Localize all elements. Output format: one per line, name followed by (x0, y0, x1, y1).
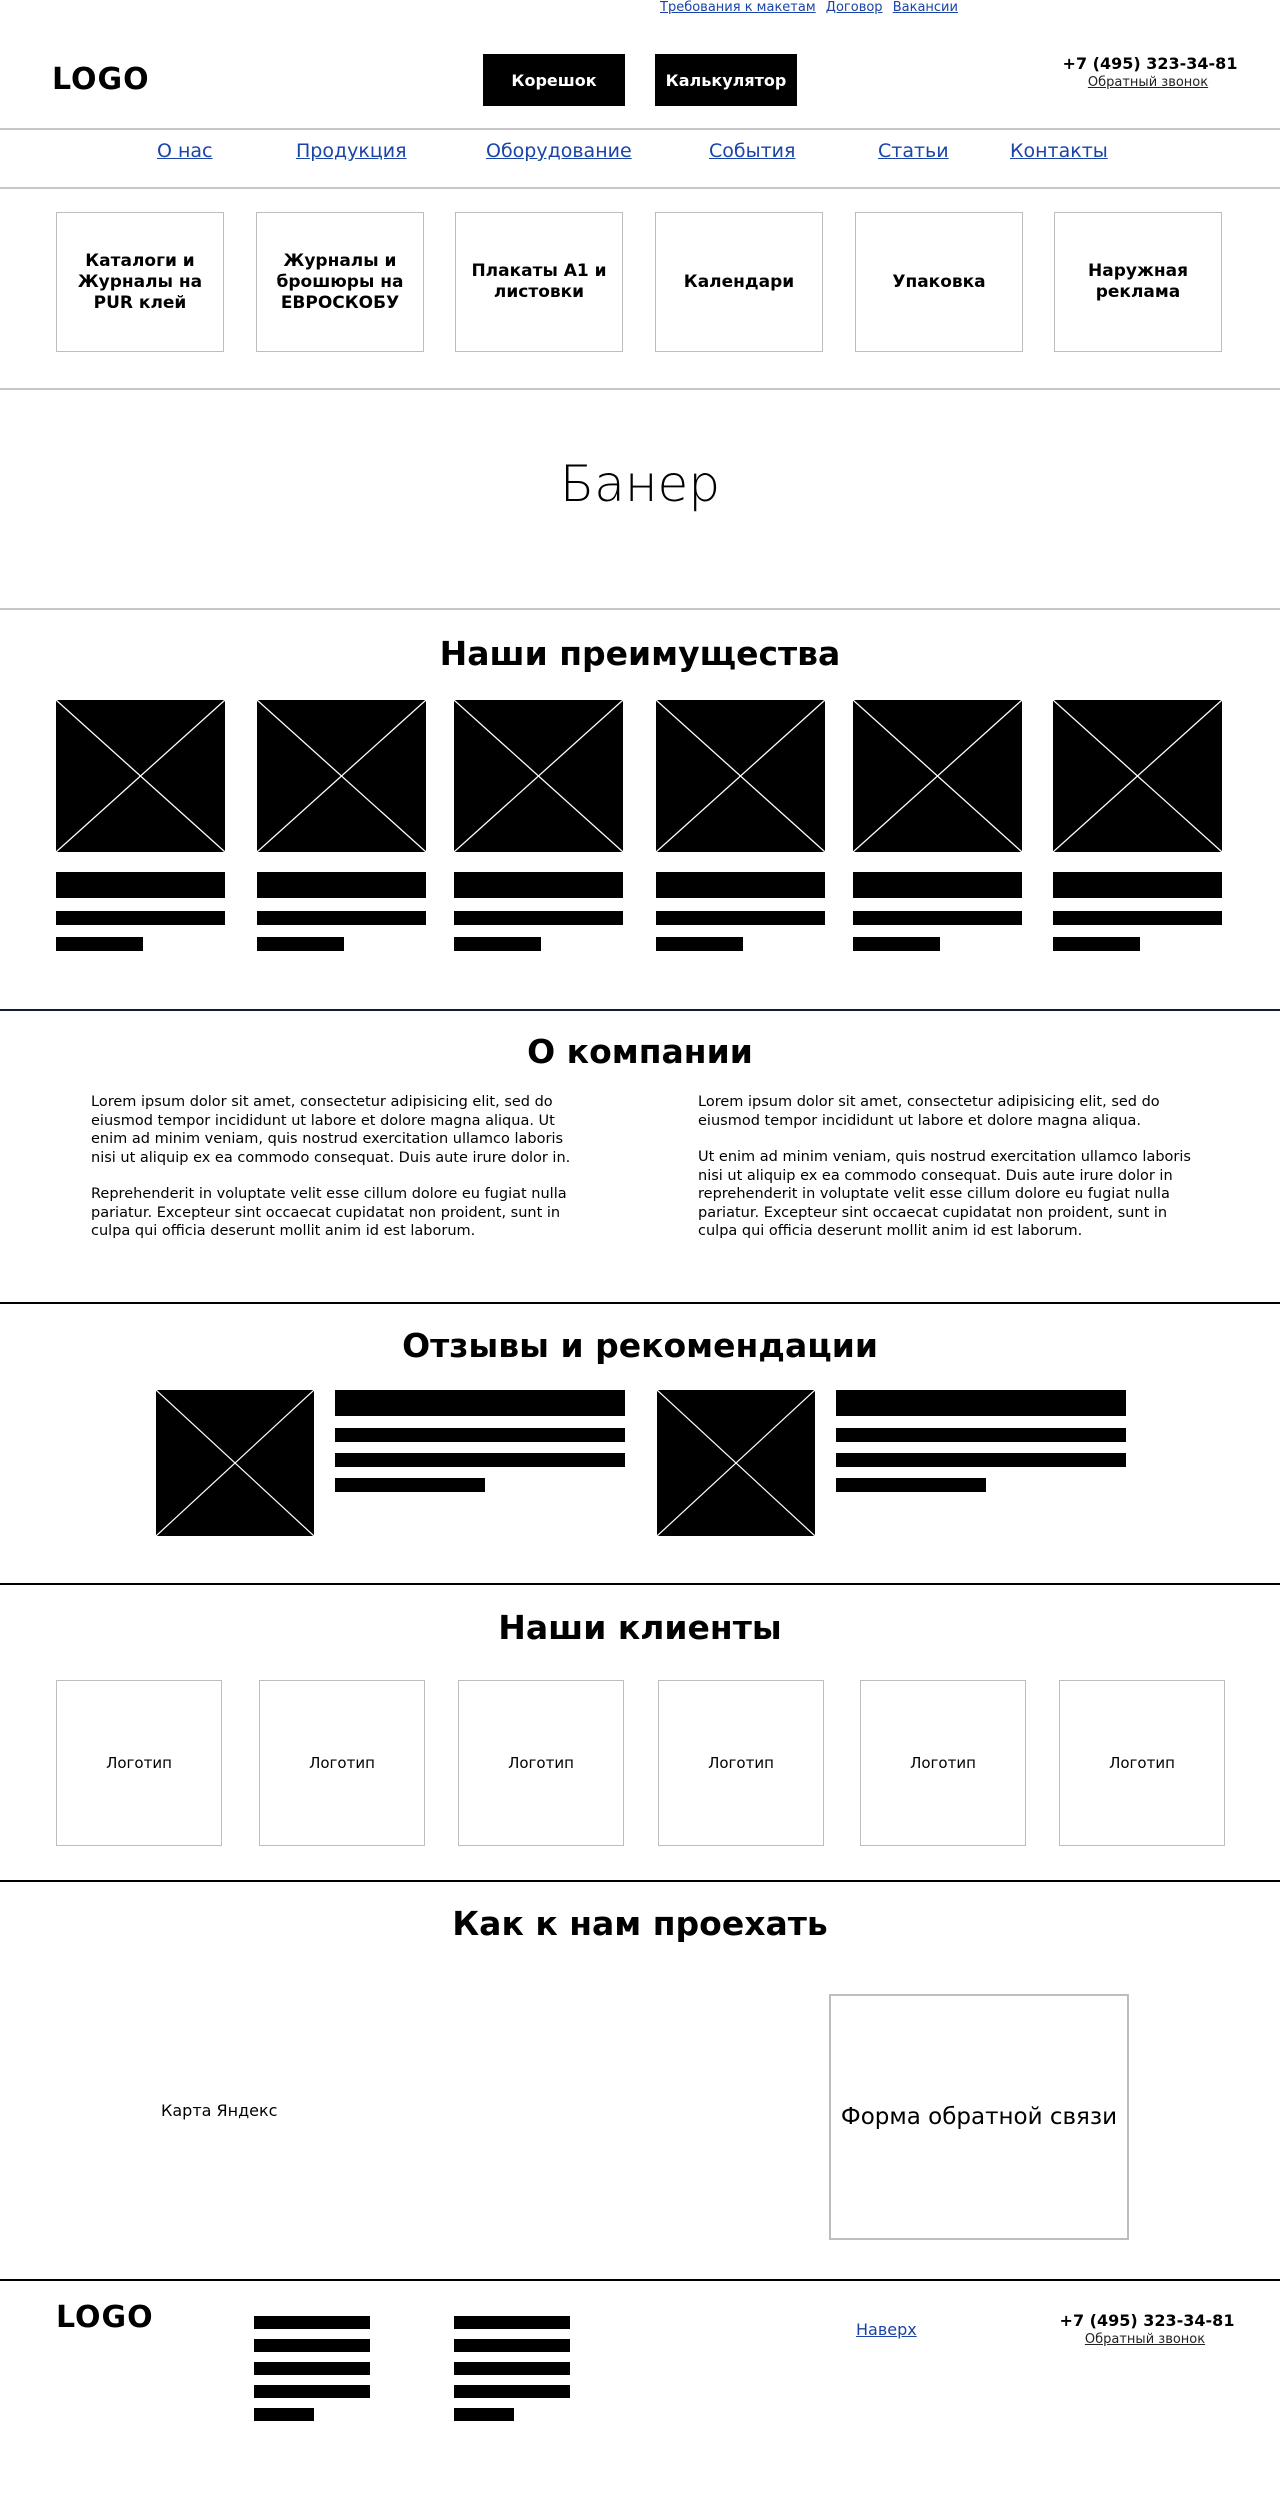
about-column-right (698, 1093, 1198, 1259)
main-nav (0, 140, 1280, 170)
advantage-text-bar (853, 937, 940, 951)
top-link-vacancies[interactable]: Вакансии (892, 0, 958, 15)
feedback-form-label: Форма обратной связи (840, 2103, 1118, 2130)
categories-divider (0, 388, 1280, 390)
footer-callback-link[interactable]: Обратный звонок (1084, 2332, 1206, 2347)
nav-contacts[interactable]: Контакты (1010, 140, 1108, 162)
advantage-image-placeholder (853, 700, 1022, 852)
calculator-button[interactable]: Калькулятор (655, 54, 797, 106)
category-magazines-euroclip[interactable]: Журналы и брошюры на ЕВРОСКОБУ (256, 212, 424, 352)
footer-menu-bar (454, 2339, 570, 2352)
nav-equipment[interactable]: Оборудование (486, 140, 632, 162)
top-link-contract[interactable]: Договор (825, 0, 883, 15)
footer-menu-bar (254, 2408, 314, 2421)
nav-products[interactable]: Продукция (296, 140, 407, 162)
footer-logo[interactable]: LOGO (56, 2300, 154, 2335)
back-to-top-link[interactable]: Наверх (856, 2320, 917, 2339)
about-paragraph: Reprehenderit in voluptate velit esse cillum dolore eu fugiat nulla pariatur. Excepteur sint occaecat cupidatat non proident, sunt in culpa qui officia deserunt mollit anim id est laborum. (91, 1186, 567, 1239)
reviews-divider (0, 1583, 1280, 1585)
category-catalogs-pur[interactable]: Каталоги и Журналы на PUR клей (56, 212, 224, 352)
header-phone[interactable]: +7 (495) 323-34-81 (1062, 54, 1238, 73)
client-logo[interactable]: Логотип (458, 1680, 624, 1846)
nav-events[interactable]: События (709, 140, 796, 162)
review-text-bar (836, 1478, 986, 1492)
header-divider (0, 128, 1280, 130)
banner-divider (0, 608, 1280, 610)
advantage-title-bar (454, 872, 623, 898)
footer-menu-bar (254, 2316, 370, 2329)
advantage-image-placeholder (1053, 700, 1222, 852)
category-calendars[interactable]: Календари (655, 212, 823, 352)
advantage-text-bar (257, 937, 344, 951)
category-outdoor-ads[interactable]: Наружная реклама (1054, 212, 1222, 352)
advantage-text-bar (454, 937, 541, 951)
review-text-bar (335, 1453, 625, 1467)
advantage-image-placeholder (56, 700, 225, 852)
advantage-text-bar (454, 911, 623, 925)
advantage-text-bar (56, 911, 225, 925)
footer-menu-bar (254, 2385, 370, 2398)
reviews-title: Отзывы и рекомендации (402, 1326, 878, 1365)
advantage-title-bar (853, 872, 1022, 898)
review-image-placeholder (156, 1390, 314, 1536)
about-divider (0, 1302, 1280, 1304)
footer-menu-bar (454, 2316, 570, 2329)
footer-menu-bar (254, 2339, 370, 2352)
yandex-map-placeholder[interactable]: Карта Яндекс (161, 2101, 278, 2120)
client-logo[interactable]: Логотип (259, 1680, 425, 1846)
header-logo[interactable]: LOGO (52, 62, 150, 97)
review-title-bar (335, 1390, 625, 1416)
header-callback-link[interactable]: Обратный звонок (1087, 75, 1209, 90)
clients-divider (0, 1880, 1280, 1882)
banner-placeholder: Банер (559, 455, 721, 513)
advantage-title-bar (56, 872, 225, 898)
spine-button[interactable]: Корешок (483, 54, 625, 106)
review-text-bar (836, 1453, 1126, 1467)
client-logo[interactable]: Логотип (56, 1680, 222, 1846)
advantage-image-placeholder (454, 700, 623, 852)
clients-title: Наши клиенты (498, 1608, 782, 1647)
advantage-text-bar (257, 911, 426, 925)
advantage-text-bar (656, 911, 825, 925)
about-column-left (91, 1093, 581, 1259)
nav-divider (0, 187, 1280, 189)
advantage-text-bar (853, 911, 1022, 925)
about-paragraph: Lorem ipsum dolor sit amet, consectetur adipisicing elit, sed do eiusmod tempor incididunt ut labore et dolore magna aliqua. Ut enim ad minim veniam, quis nostrud exercitation ullamco laboris nisi ut aliquip ex ea commodo consequat. Duis aute irure dolor in. (91, 1094, 571, 1166)
top-links (660, 0, 964, 15)
advantage-title-bar (656, 872, 825, 898)
footer-menu-bar (454, 2408, 514, 2421)
about-paragraph: Ut enim ad minim veniam, quis nostrud exercitation ullamco laboris nisi ut aliquip ex ea commodo consequat. Duis aute irure dolor in reprehenderit in voluptate velit esse cillum dolore eu fugiat nulla pariatur. Excepteur sint occaecat cupidatat non proident, sunt in culpa qui officia deserunt mollit anim id est laborum. (698, 1149, 1191, 1239)
footer-divider (0, 2279, 1280, 2281)
client-logo[interactable]: Логотип (1059, 1680, 1225, 1846)
review-text-bar (335, 1428, 625, 1442)
advantage-text-bar (1053, 937, 1140, 951)
advantage-text-bar (1053, 911, 1222, 925)
top-link-requirements[interactable]: Требования к макетам (660, 0, 816, 15)
advantage-text-bar (656, 937, 743, 951)
footer-menu-bar (454, 2385, 570, 2398)
advantage-text-bar (56, 937, 143, 951)
nav-about[interactable]: О нас (157, 140, 213, 162)
advantage-image-placeholder (656, 700, 825, 852)
advantage-title-bar (1053, 872, 1222, 898)
category-posters-flyers[interactable]: Плакаты А1 и листовки (455, 212, 623, 352)
advantage-title-bar (257, 872, 426, 898)
footer-menu-bar (254, 2362, 370, 2375)
advantage-image-placeholder (257, 700, 426, 852)
review-title-bar (836, 1390, 1126, 1416)
review-image-placeholder (657, 1390, 815, 1536)
advantages-divider (0, 1009, 1280, 1011)
category-packaging[interactable]: Упаковка (855, 212, 1023, 352)
review-text-bar (335, 1478, 485, 1492)
footer-phone[interactable]: +7 (495) 323-34-81 (1059, 2311, 1235, 2330)
client-logo[interactable]: Логотип (658, 1680, 824, 1846)
about-title: О компании (527, 1032, 753, 1071)
nav-articles[interactable]: Статьи (878, 140, 949, 162)
review-text-bar (836, 1428, 1126, 1442)
footer-menu-bar (454, 2362, 570, 2375)
advantages-title: Наши преимущества (439, 634, 841, 673)
client-logo[interactable]: Логотип (860, 1680, 1026, 1846)
about-paragraph: Lorem ipsum dolor sit amet, consectetur adipisicing elit, sed do eiusmod tempor incididunt ut labore et dolore magna aliqua. (698, 1094, 1160, 1129)
feedback-form-placeholder[interactable] (829, 1994, 1129, 2240)
directions-title: Как к нам проехать (452, 1904, 828, 1943)
